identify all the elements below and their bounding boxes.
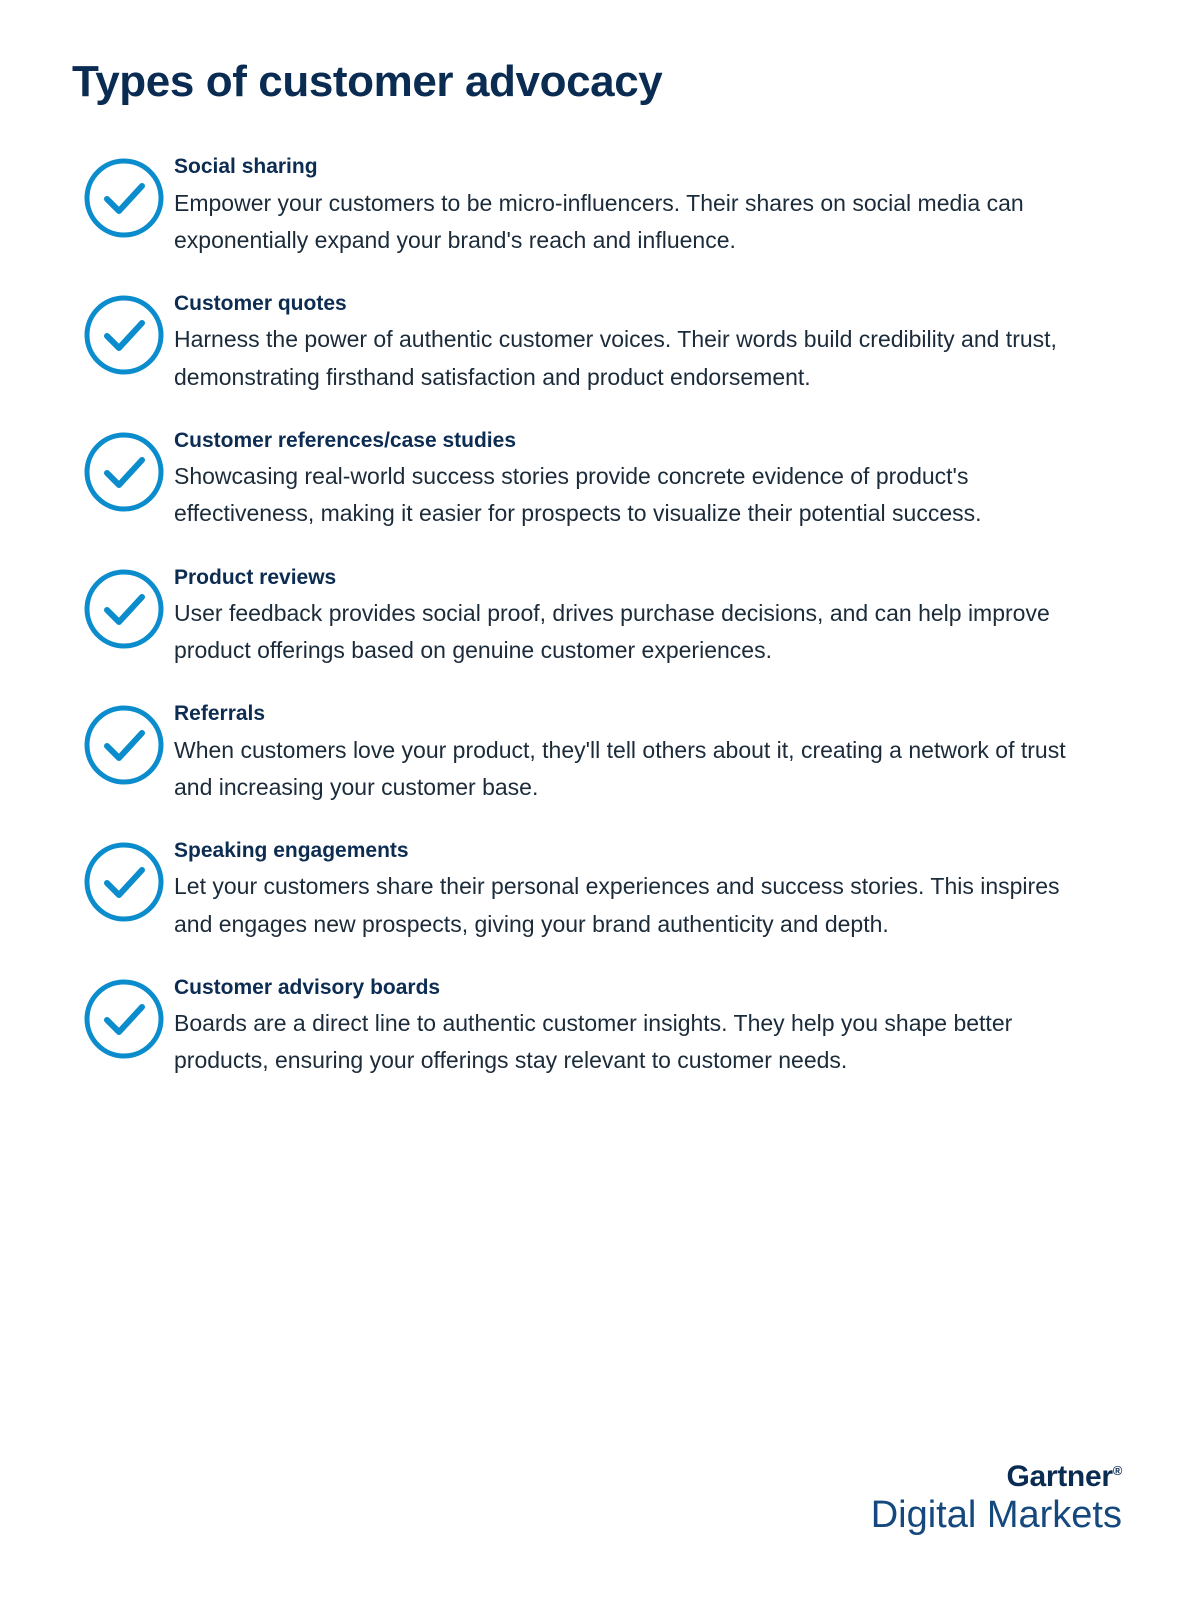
list-item <box>82 834 1128 943</box>
check-circle-icon <box>82 703 166 787</box>
list-item-text <box>174 287 1094 396</box>
check-icon-wrapper <box>82 150 174 240</box>
list-item-text <box>174 561 1094 670</box>
list-item <box>82 561 1128 670</box>
list-item <box>82 287 1128 396</box>
check-icon-wrapper <box>82 834 174 924</box>
brand-logo <box>871 1462 1122 1538</box>
brand-tagline: Digital Markets <box>870 1494 1122 1537</box>
list-item <box>82 971 1128 1080</box>
registered-mark: ® <box>1112 1463 1122 1479</box>
list-item-description: Harness the power of authentic customer voices. Their words build credibility and trust, demonstrating firsthand satisfaction and product endorsement. <box>174 326 1057 390</box>
list-item-description: Showcasing real-world success stories provide concrete evidence of product's effectiveness, making it easier for prospects to visualize their potential success. <box>174 463 982 527</box>
check-icon-wrapper <box>82 697 174 787</box>
check-circle-icon <box>82 156 166 240</box>
check-icon-wrapper <box>82 561 174 651</box>
list-item-text <box>174 150 1094 259</box>
list-item-title: Customer references/case studies <box>174 428 516 452</box>
check-circle-icon <box>82 430 166 514</box>
list-item <box>82 424 1128 533</box>
list-item-title: Customer advisory boards <box>174 975 441 999</box>
check-icon-wrapper <box>82 287 174 377</box>
list-item <box>82 150 1128 259</box>
list-item <box>82 697 1128 806</box>
list-item-description: When customers love your product, they'll tell others about it, creating a network of trust and increasing your customer base. <box>174 736 1066 800</box>
list-item-text <box>174 971 1094 1080</box>
check-circle-icon <box>82 567 166 651</box>
brand-name: Gartner <box>1006 1460 1113 1494</box>
list-item-text <box>174 834 1094 943</box>
list-item-description: Empower your customers to be micro-influencers. Their shares on social media can exponentially expand your brand's reach and influence. <box>174 189 1024 253</box>
check-circle-icon <box>82 977 166 1061</box>
list-item-title: Referrals <box>174 702 266 726</box>
list-item-title: Customer quotes <box>174 292 347 316</box>
check-circle-icon <box>82 293 166 377</box>
list-item-description: User feedback provides social proof, drives purchase decisions, and can help improve product offerings based on genuine customer experiences. <box>174 599 1050 664</box>
page-title: Types of customer advocacy <box>72 57 663 106</box>
advocacy-type-list <box>72 150 1128 1079</box>
list-item-text <box>174 697 1094 806</box>
list-item-title: Speaking engagements <box>174 839 409 863</box>
list-item-title: Social sharing <box>174 155 318 179</box>
list-item-description: Let your customers share their personal experiences and success stories. This inspires and engages new prospects, giving your brand authenticity and depth. <box>174 873 1060 937</box>
brand-name-row <box>871 1462 1122 1492</box>
list-item-title: Product reviews <box>174 565 337 589</box>
check-circle-icon <box>82 840 166 924</box>
check-icon-wrapper <box>82 424 174 514</box>
list-item-description: Boards are a direct line to authentic customer insights. They help you shape better products, ensuring your offerings stay relevant to customer needs. <box>174 1010 1013 1074</box>
check-icon-wrapper <box>82 971 174 1061</box>
list-item-text <box>174 424 1094 533</box>
